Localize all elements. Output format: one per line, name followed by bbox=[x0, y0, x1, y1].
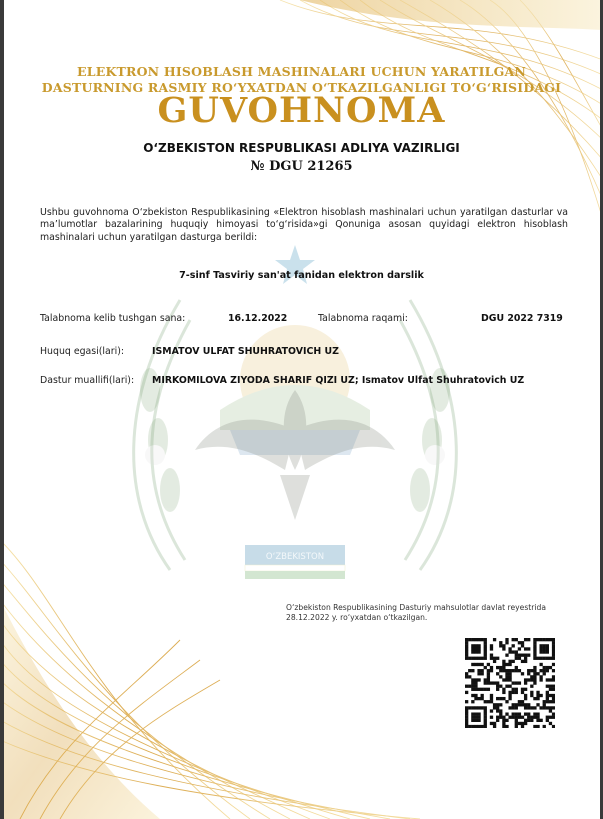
header-line-1: ELEKTRON HISOBLASH MASHINALARI UCHUN YARATILGAN bbox=[77, 64, 526, 79]
intro-text: Ushbu guvohnoma O‘zbekiston Respublikasining «Elektron hisoblash mashinalari uchun yaratilgan dasturlar va ma’lumotlar bazalarining huquqiy himoyasi to‘g‘risida»gi Qonuniga asosan quyidagi elektron hisoblash mashinalari uchun yaratilgan dasturga berildi: bbox=[40, 207, 568, 243]
certificate-title: GUVOHNOMA bbox=[157, 90, 446, 131]
authors-label: Dastur muallifi(lari): bbox=[40, 375, 135, 386]
header-line-2: DASTURNING RASMIY RO‘YXATDAN O‘TKAZILGANLIGI TO‘G‘RISIDAGI bbox=[41, 80, 562, 95]
certificate-number: № DGU 21265 bbox=[250, 159, 353, 174]
owner-label: Huquq egasi(lari): bbox=[40, 346, 125, 357]
owner: ISMATOV ULFAT SHUHRATOVICH UZ bbox=[152, 346, 339, 357]
state-emblem-watermark-icon bbox=[110, 240, 480, 610]
authors: MIRKOMILOVA ZIYODA SHARIF QIZI UZ; Ismatov Ulfat Shuhratovich UZ bbox=[152, 375, 525, 386]
registry-note: O‘zbekiston Respublikasining Dasturiy mahsulotlar davlat reyestrida 28.12.2022 y. ro‘yxatdan o‘tkazilgan. bbox=[286, 603, 546, 622]
emblem-ribbon-text: O‘ZBEKISTON bbox=[265, 552, 325, 562]
application-number-label: Talabnoma raqami: bbox=[318, 313, 408, 324]
program-name: 7-sinf Tasviriy san'at fanidan elektron darslik bbox=[179, 270, 424, 281]
ministry-name: O‘ZBEKISTON RESPUBLIKASI ADLIYA VAZIRLIGI bbox=[143, 141, 460, 155]
qr-code-icon bbox=[465, 638, 555, 728]
application-date: 16.12.2022 bbox=[228, 313, 288, 324]
application-date-label: Talabnoma kelib tushgan sana: bbox=[40, 313, 186, 324]
application-number: DGU 2022 7319 bbox=[481, 313, 563, 324]
